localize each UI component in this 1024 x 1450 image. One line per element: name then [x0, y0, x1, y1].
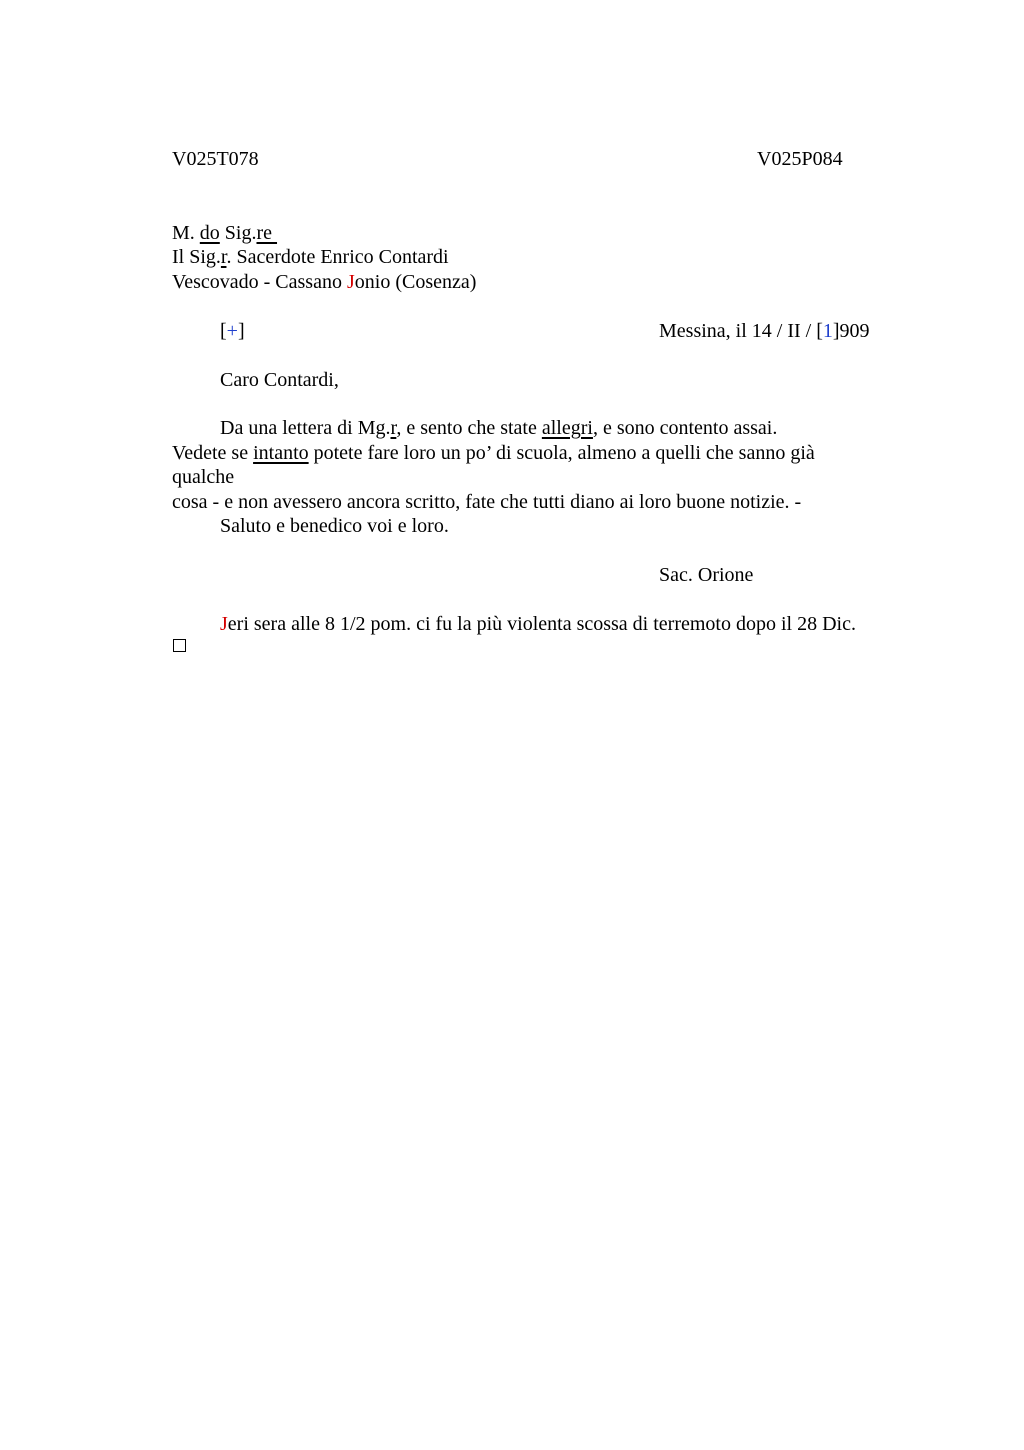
- left-code: V025T078: [172, 148, 259, 170]
- salutation: Caro Contardi,: [220, 369, 339, 391]
- checkbox-square-icon: [173, 639, 186, 652]
- cross-mark: [+]: [220, 320, 245, 342]
- address-line-2: Il Sig.r. Sacerdote Enrico Contardi: [172, 246, 449, 268]
- right-code: V025P084: [757, 148, 843, 170]
- body-line-1: Da una lettera di Mg.r, e sento che state allegri, e sono contento assai.: [220, 417, 778, 439]
- body-line-5: Saluto e benedico voi e loro.: [220, 515, 449, 537]
- address-line-1: M. do Sig.re: [172, 222, 278, 244]
- signature: Sac. Orione: [659, 564, 754, 586]
- body-line-3: qualche: [172, 466, 235, 488]
- body-line-2: Vedete se intanto potete fare loro un po’ di scuola, almeno a quelli che sanno già: [172, 442, 815, 464]
- letter-date: Messina, il 14 / II / [1]909: [659, 320, 870, 342]
- postscript: Jeri sera alle 8 1/2 pom. ci fu la più violenta scossa di terremoto dopo il 28 Dic.: [220, 613, 856, 635]
- address-line-3: Vescovado - Cassano Jonio (Cosenza): [172, 271, 477, 293]
- body-line-4: cosa - e non avessero ancora scritto, fate che tutti diano ai loro buone notizie. -: [172, 491, 802, 513]
